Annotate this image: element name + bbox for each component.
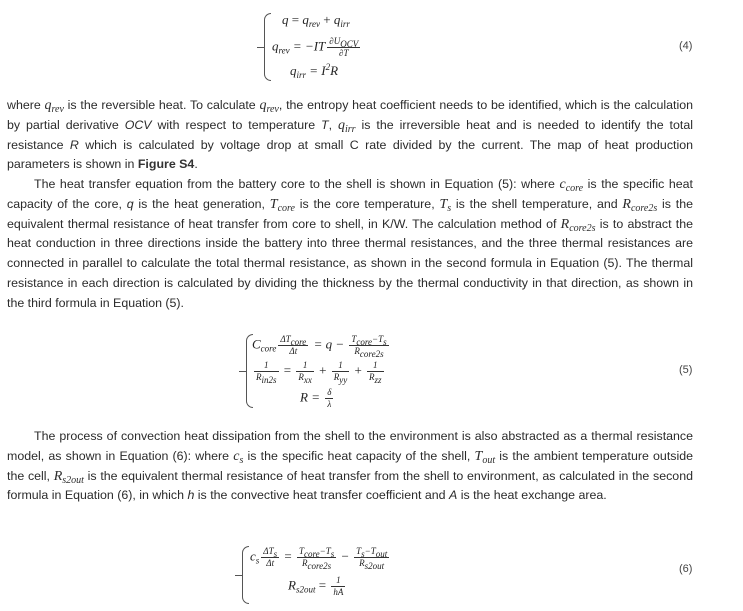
equation-4-brace xyxy=(264,13,271,81)
equation-4-line-3: $q_{irr} = I^2R$ xyxy=(290,62,339,80)
equation-6-line-2: $R_{s2out}$ = $\frac{1}{hA}$ xyxy=(288,575,344,597)
paragraph-3: The process of convection heat dissipation from the shell to the environment is also abstracted as a thermal resistance model, as shown in Equation (6): where $c_s$ is the specific heat capacity of the shell, $T_{out}$ is the ambient temperature outside the cell, $R_{s2out}$ is the equivalent thermal resistance of heat transfer from the shell to environment, as calculated in the second formula in Equation (6), in which h is the convective heat transfer coefficient and A is the heat exchange area. xyxy=(7,429,693,503)
paragraph-1: where $q_{rev}$ is the reversible heat. To calculate $q_{rev}$, the entropy heat coefficient needs to be identified, which is the calculation by partial derivative OCV with respect to temperature T, $q_{irr}$ is the irreversible heat and is needed to identify the total resistance R which is calculated by voltage drop at small C rate divided by the current. The map of heat production parameters is shown in Figure S4. xyxy=(7,98,693,172)
equation-4 xyxy=(0,0,743,90)
equation-5-line-1: $C_{core}$ $\frac{\Delta T_{core}}{\Delta t}$ = q − $\frac{T_{core}-T_s}{R_{core2s}}$ xyxy=(252,334,387,359)
equation-6-brace xyxy=(242,546,249,604)
equation-4-line-1: $q = q_{rev} + q_{irr}$ xyxy=(282,12,350,29)
equation-5-line-3: R = $\frac{\delta}{\lambda}$ xyxy=(300,387,332,409)
equation-5-number: (5) xyxy=(679,364,693,376)
equation-4-fraction: $\frac{\partial U_{OCV}}{\partial T}$ xyxy=(329,36,359,58)
equation-6-line-1: $c_s$ $\frac{\Delta T_s}{\Delta t}$ = $\frac{T_{core}-T_s}{R_{core2s}}$ − $\frac{T_s-T_{out}}{R_{s2out}}$ xyxy=(250,546,388,571)
paragraph-2: The heat transfer equation from the battery core to the shell is shown in Equation (5): where $c_{core}$ is the specific heat capacity of the core, q is the heat generation, $T_{core}$ is the core temperature, $T_s$ is the shell temperature, and $R_{core2s}$ is the equivalent thermal resistance of heat transfer from core to shell, in K/W. The calculation method of $R_{core2s}$ is to abstract the heat conduction in three directions inside the battery into three thermal resistances, and the three thermal resistances are connected in parallel to calculate the total thermal resistance, as shown in the second formula in Equation (5). The thermal resistance in each direction is calculated by dividing the thickness by the thermal conductivity in that direction, as shown in the third formula in Equation (5). xyxy=(7,177,693,310)
figure-s4-link[interactable]: Figure S4 xyxy=(137,157,195,172)
equation-6-number: (6) xyxy=(679,563,693,575)
equation-4-number: (4) xyxy=(679,40,693,52)
equation-5 xyxy=(0,330,743,412)
equation-6 xyxy=(0,540,743,611)
equation-5-line-2: $\frac{1}{R_{in2s}}$ = $\frac{1}{R_{xx}}$ + $\frac{1}{R_{yy}}$ + $\frac{1}{R_{zz}}$ xyxy=(256,360,382,385)
equation-4-line-2: $q_{rev} = -IT$ $\frac{\partial U_{OCV}}{\partial T}$ xyxy=(272,36,359,58)
